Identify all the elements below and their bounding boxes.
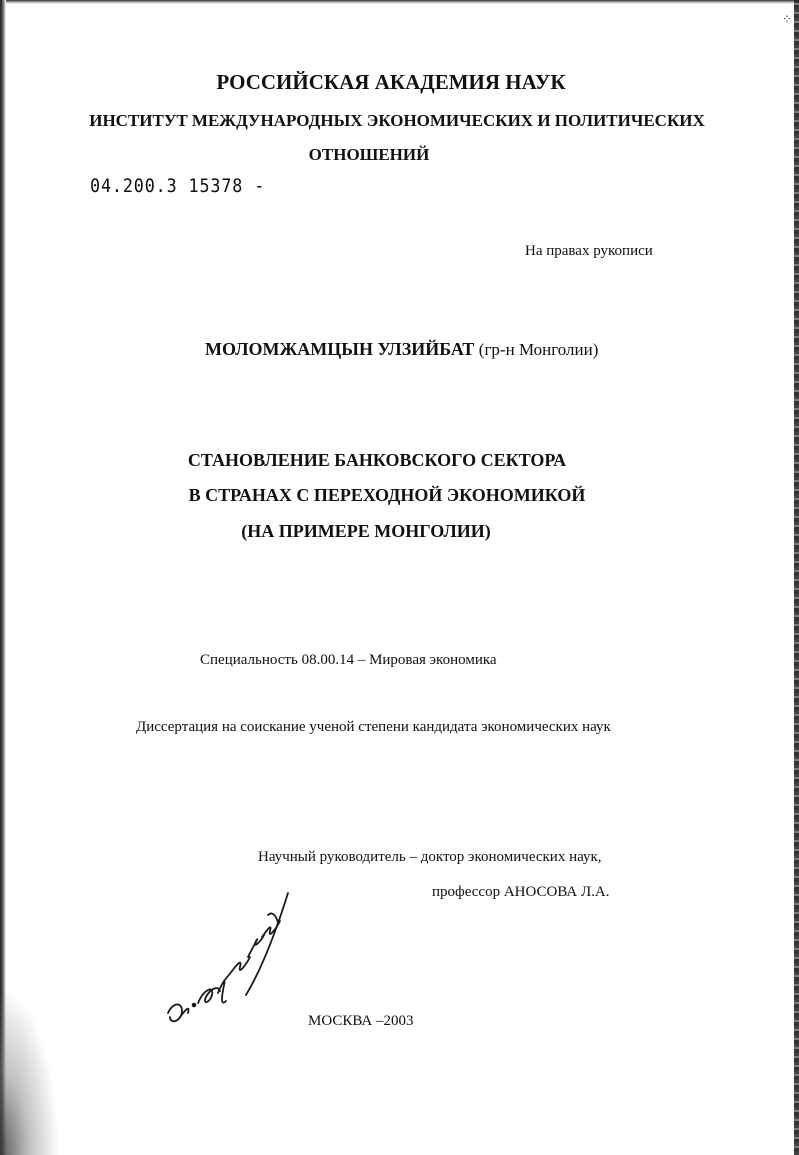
title-line1: СТАНОВЛЕНИЕ БАНКОВСКОГО СЕКТОРА [187, 450, 567, 470]
scan-shadow-corner [0, 985, 60, 1155]
title-line3: (НА ПРИМЕРЕ МОНГОЛИИ) [241, 521, 491, 541]
city-year: МОСКВА –2003 [308, 1013, 414, 1029]
dissertation-degree: Диссертация на соискание ученой степени кандидата экономических наук [136, 719, 611, 735]
institute-heading-line1: ИНСТИТУТ МЕЖДУНАРОДНЫХ ЭКОНОМИЧЕСКИХ И ПОЛИТИЧЕСКИХ [89, 111, 705, 130]
scan-edge-top [0, 0, 799, 4]
supervisor-line2: профессор АНОСОВА Л.А. [432, 884, 610, 900]
scan-edge-right [794, 0, 799, 1155]
scan-edge-left [0, 0, 6, 1155]
scan-mark: ⁘ [781, 12, 793, 26]
manuscript-rights: На правах рукописи [525, 243, 653, 259]
academy-heading: РОССИЙСКАЯ АКАДЕМИЯ НАУК [216, 70, 566, 94]
title-line2: В СТРАНАХ С ПЕРЕХОДНОЙ ЭКОНОМИКОЙ [188, 485, 586, 505]
author-line [205, 339, 598, 360]
specialty: Специальность 08.00.14 – Мировая экономика [200, 652, 497, 668]
handwritten-signature [160, 885, 300, 1045]
supervisor-line1: Научный руководитель – доктор экономических наук, [258, 849, 602, 865]
author-citizenship: (гр-н Монголии) [478, 340, 599, 359]
registration-number: 04.200.3 15378 [90, 175, 244, 197]
stamp-dash: - [254, 175, 266, 197]
registration-stamp [90, 175, 265, 197]
institute-heading-line2: ОТНОШЕНИЙ [308, 145, 430, 164]
author-name: МОЛОМЖАМЦЫН УЛЗИЙБАТ [205, 339, 475, 359]
